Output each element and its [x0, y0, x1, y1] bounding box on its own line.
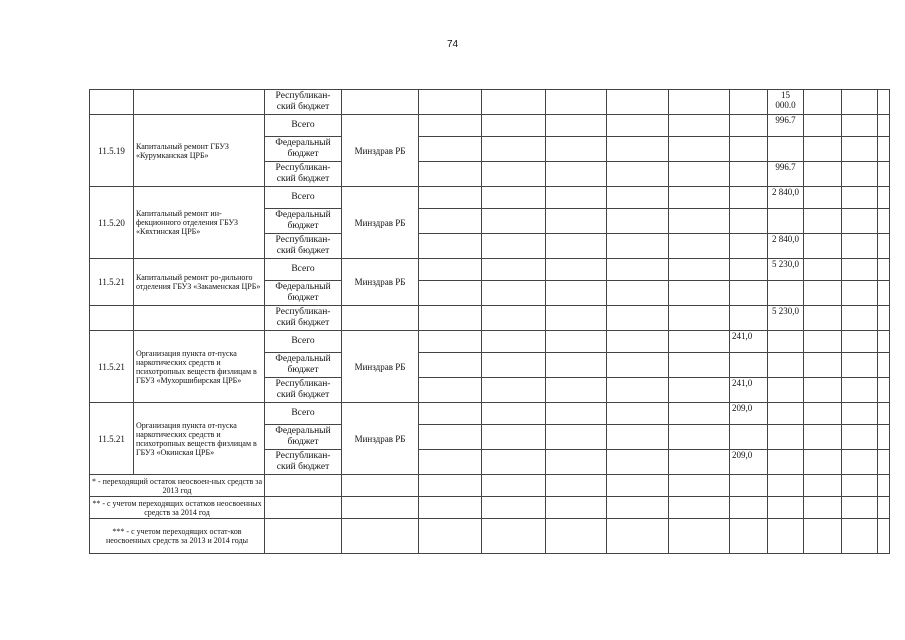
cell — [804, 90, 842, 115]
item-number: 11.5.21 — [90, 259, 134, 306]
footnote: * - переходящий остаток неосвоен-ных средств за 2013 год — [90, 475, 265, 497]
source-cell: Республикан-ский бюджет — [265, 90, 342, 115]
item-number: 11.5.21 — [90, 331, 134, 403]
source-cell: Республикан-ский бюджет — [265, 234, 342, 259]
executor-cell: Минздрав РБ — [342, 115, 419, 187]
value-cell: 996.7 — [768, 162, 804, 187]
value-cell: 241,0 — [730, 331, 768, 353]
source-cell: Республикан-ский бюджет — [265, 306, 342, 331]
cell — [842, 90, 878, 115]
cell — [730, 90, 768, 115]
value-cell: 209,0 — [730, 450, 768, 475]
source-cell: Федеральный бюджет — [265, 281, 342, 306]
item-name: Организация пункта от-пуска наркотических средств и психотропных веществ физлицам в ГБУЗ «Мухоршибирская ЦРБ» — [134, 331, 265, 403]
value-cell: 5 230,0 — [768, 259, 804, 281]
cell — [607, 90, 669, 115]
footnote: ** - с учетом переходящих остатков неосвоенных средств за 2014 год — [90, 497, 265, 519]
source-cell: Республикан-ский бюджет — [265, 162, 342, 187]
executor-cell: Минздрав РБ — [342, 331, 419, 403]
executor-cell: Минздрав РБ — [342, 259, 419, 306]
table-row — [90, 403, 890, 425]
item-number: 11.5.19 — [90, 115, 134, 187]
table-row — [90, 306, 890, 331]
table-row — [90, 497, 890, 519]
table-row — [90, 90, 890, 115]
value-cell: 15 000.0 — [768, 90, 804, 115]
item-name: Капитальный ремонт ГБУЗ «Курумканская ЦРБ» — [134, 115, 265, 187]
footnote: *** - с учетом переходящих остат-ков неосвоенных средств за 2013 и 2014 годы — [90, 519, 265, 554]
item-number: 11.5.21 — [90, 403, 134, 475]
table-row — [90, 519, 890, 554]
cell — [546, 90, 607, 115]
source-cell: Всего — [265, 403, 342, 425]
value-cell: 2 840,0 — [768, 234, 804, 259]
table-row — [90, 475, 890, 497]
executor-cell: Минздрав РБ — [342, 403, 419, 475]
value-cell: 241,0 — [730, 378, 768, 403]
value-cell: 2 840,0 — [768, 187, 804, 209]
cell — [342, 90, 419, 115]
table-row — [90, 259, 890, 281]
item-number: 11.5.20 — [90, 187, 134, 259]
cell — [669, 90, 730, 115]
budget-table — [89, 89, 890, 554]
source-cell: Всего — [265, 331, 342, 353]
source-cell: Федеральный бюджет — [265, 137, 342, 162]
executor-cell: Минздрав РБ — [342, 187, 419, 259]
source-cell: Всего — [265, 259, 342, 281]
item-name: Капитальный ремонт ро-дильного отделения ГБУЗ «Закаменская ЦРБ» — [134, 259, 265, 306]
source-cell: Федеральный бюджет — [265, 209, 342, 234]
table-row — [90, 187, 890, 209]
page-number: 74 — [446, 39, 459, 50]
source-cell: Всего — [265, 187, 342, 209]
cell — [482, 90, 546, 115]
value-cell: 209,0 — [730, 403, 768, 425]
source-cell: Федеральный бюджет — [265, 353, 342, 378]
source-cell: Республикан-ский бюджет — [265, 378, 342, 403]
value-cell: 5 230,0 — [768, 306, 804, 331]
source-cell: Федеральный бюджет — [265, 425, 342, 450]
cell — [878, 90, 890, 115]
item-name: Организация пункта от-пуска наркотических средств и психотропных веществ физлицам в ГБУЗ «Окинская ЦРБ» — [134, 403, 265, 475]
cell — [134, 90, 265, 115]
value-cell: 996.7 — [768, 115, 804, 137]
source-cell: Республикан-ский бюджет — [265, 450, 342, 475]
table-row — [90, 115, 890, 137]
cell — [419, 90, 482, 115]
cell — [90, 90, 134, 115]
item-name: Капитальный ремонт ин-фекционного отделения ГБУЗ «Кяхтинская ЦРБ» — [134, 187, 265, 259]
source-cell: Всего — [265, 115, 342, 137]
table-row — [90, 331, 890, 353]
